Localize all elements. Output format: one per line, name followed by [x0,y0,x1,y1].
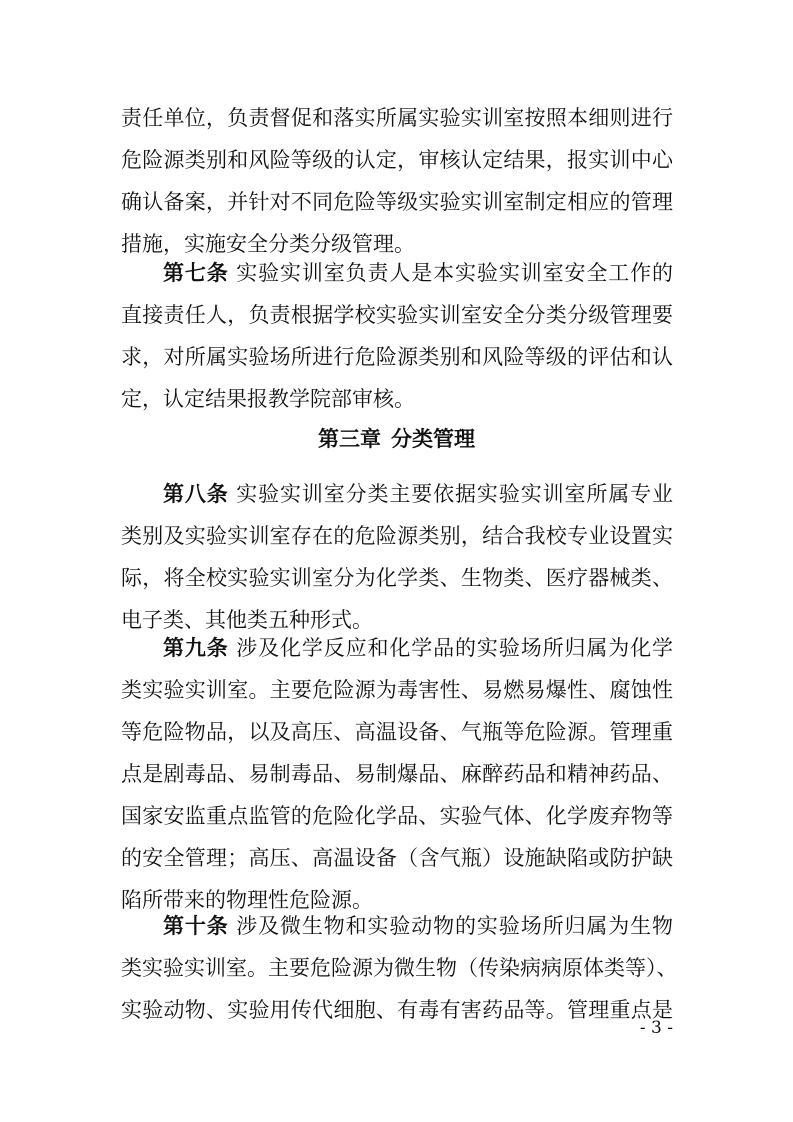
body-line: 际，将全校实验实训室分为化学类、生物类、医疗器械类、 [121,566,673,590]
body-line: 危险源类别和风险等级的认定，审核认定结果，报实训中心 [121,148,673,172]
body-line: 类别及实验实训室存在的危险源类别，结合我校专业设置实 [121,524,673,548]
body-line: 点是剧毒品、易制毒品、易制爆品、麻醉药品和精神药品、 [121,762,673,786]
article-10-label: 第十条 [163,914,229,938]
page-number: - 3 - [639,1018,673,1038]
article-10-text: 涉及微生物和实验动物的实验场所归属为生物 [236,914,673,938]
body-line: 直接责任人，负责根据学校实验实训室安全分类分级管理要 [121,303,673,327]
article-8-first-line [163,479,673,509]
body-line: 类实验实训室。主要危险源为微生物（传染病病原体类等）、 [121,956,678,980]
body-line: 措施，实施安全分类分级管理。 [121,232,415,256]
body-line: 责任单位，负责督促和落实所属实验实训室按照本细则进行 [121,106,673,130]
body-line: 陷所带来的物理性危险源。 [121,888,373,912]
chapter-number: 第三章 [318,427,381,451]
body-line: 定，认定结果报教学院部审核。 [121,387,415,411]
article-7-label: 第七条 [163,261,229,285]
article-9-first-line [163,633,673,663]
article-7-text: 实验实训室负责人是本实验实训室安全工作的 [236,261,673,285]
article-9-text: 涉及化学反应和化学品的实验场所归属为化学 [236,636,673,660]
chapter-heading [0,424,793,454]
body-line: 等危险物品，以及高压、高温设备、气瓶等危险源。管理重 [121,720,673,744]
body-line: 确认备案，并针对不同危险等级实验实训室制定相应的管理 [121,190,673,214]
body-line: 实验动物、实验用传代细胞、有毒有害药品等。管理重点是 [121,998,673,1022]
article-7-first-line [163,258,673,288]
article-10-first-line [163,911,673,941]
body-line: 的安全管理；高压、高温设备（含气瓶）设施缺陷或防护缺 [121,846,673,870]
article-8-text: 实验实训室分类主要依据实验实训室所属专业 [236,482,673,506]
body-line: 电子类、其他类五种形式。 [121,608,373,632]
body-line: 国家安监重点监管的危险化学品、实验气体、化学废弃物等 [121,804,673,828]
body-line: 类实验实训室。主要危险源为毒害性、易燃易爆性、腐蚀性 [121,678,673,702]
article-8-label: 第八条 [163,482,229,506]
article-9-label: 第九条 [163,636,229,660]
chapter-title: 分类管理 [391,427,475,451]
body-line: 求，对所属实验场所进行危险源类别和风险等级的评估和认 [121,345,673,369]
